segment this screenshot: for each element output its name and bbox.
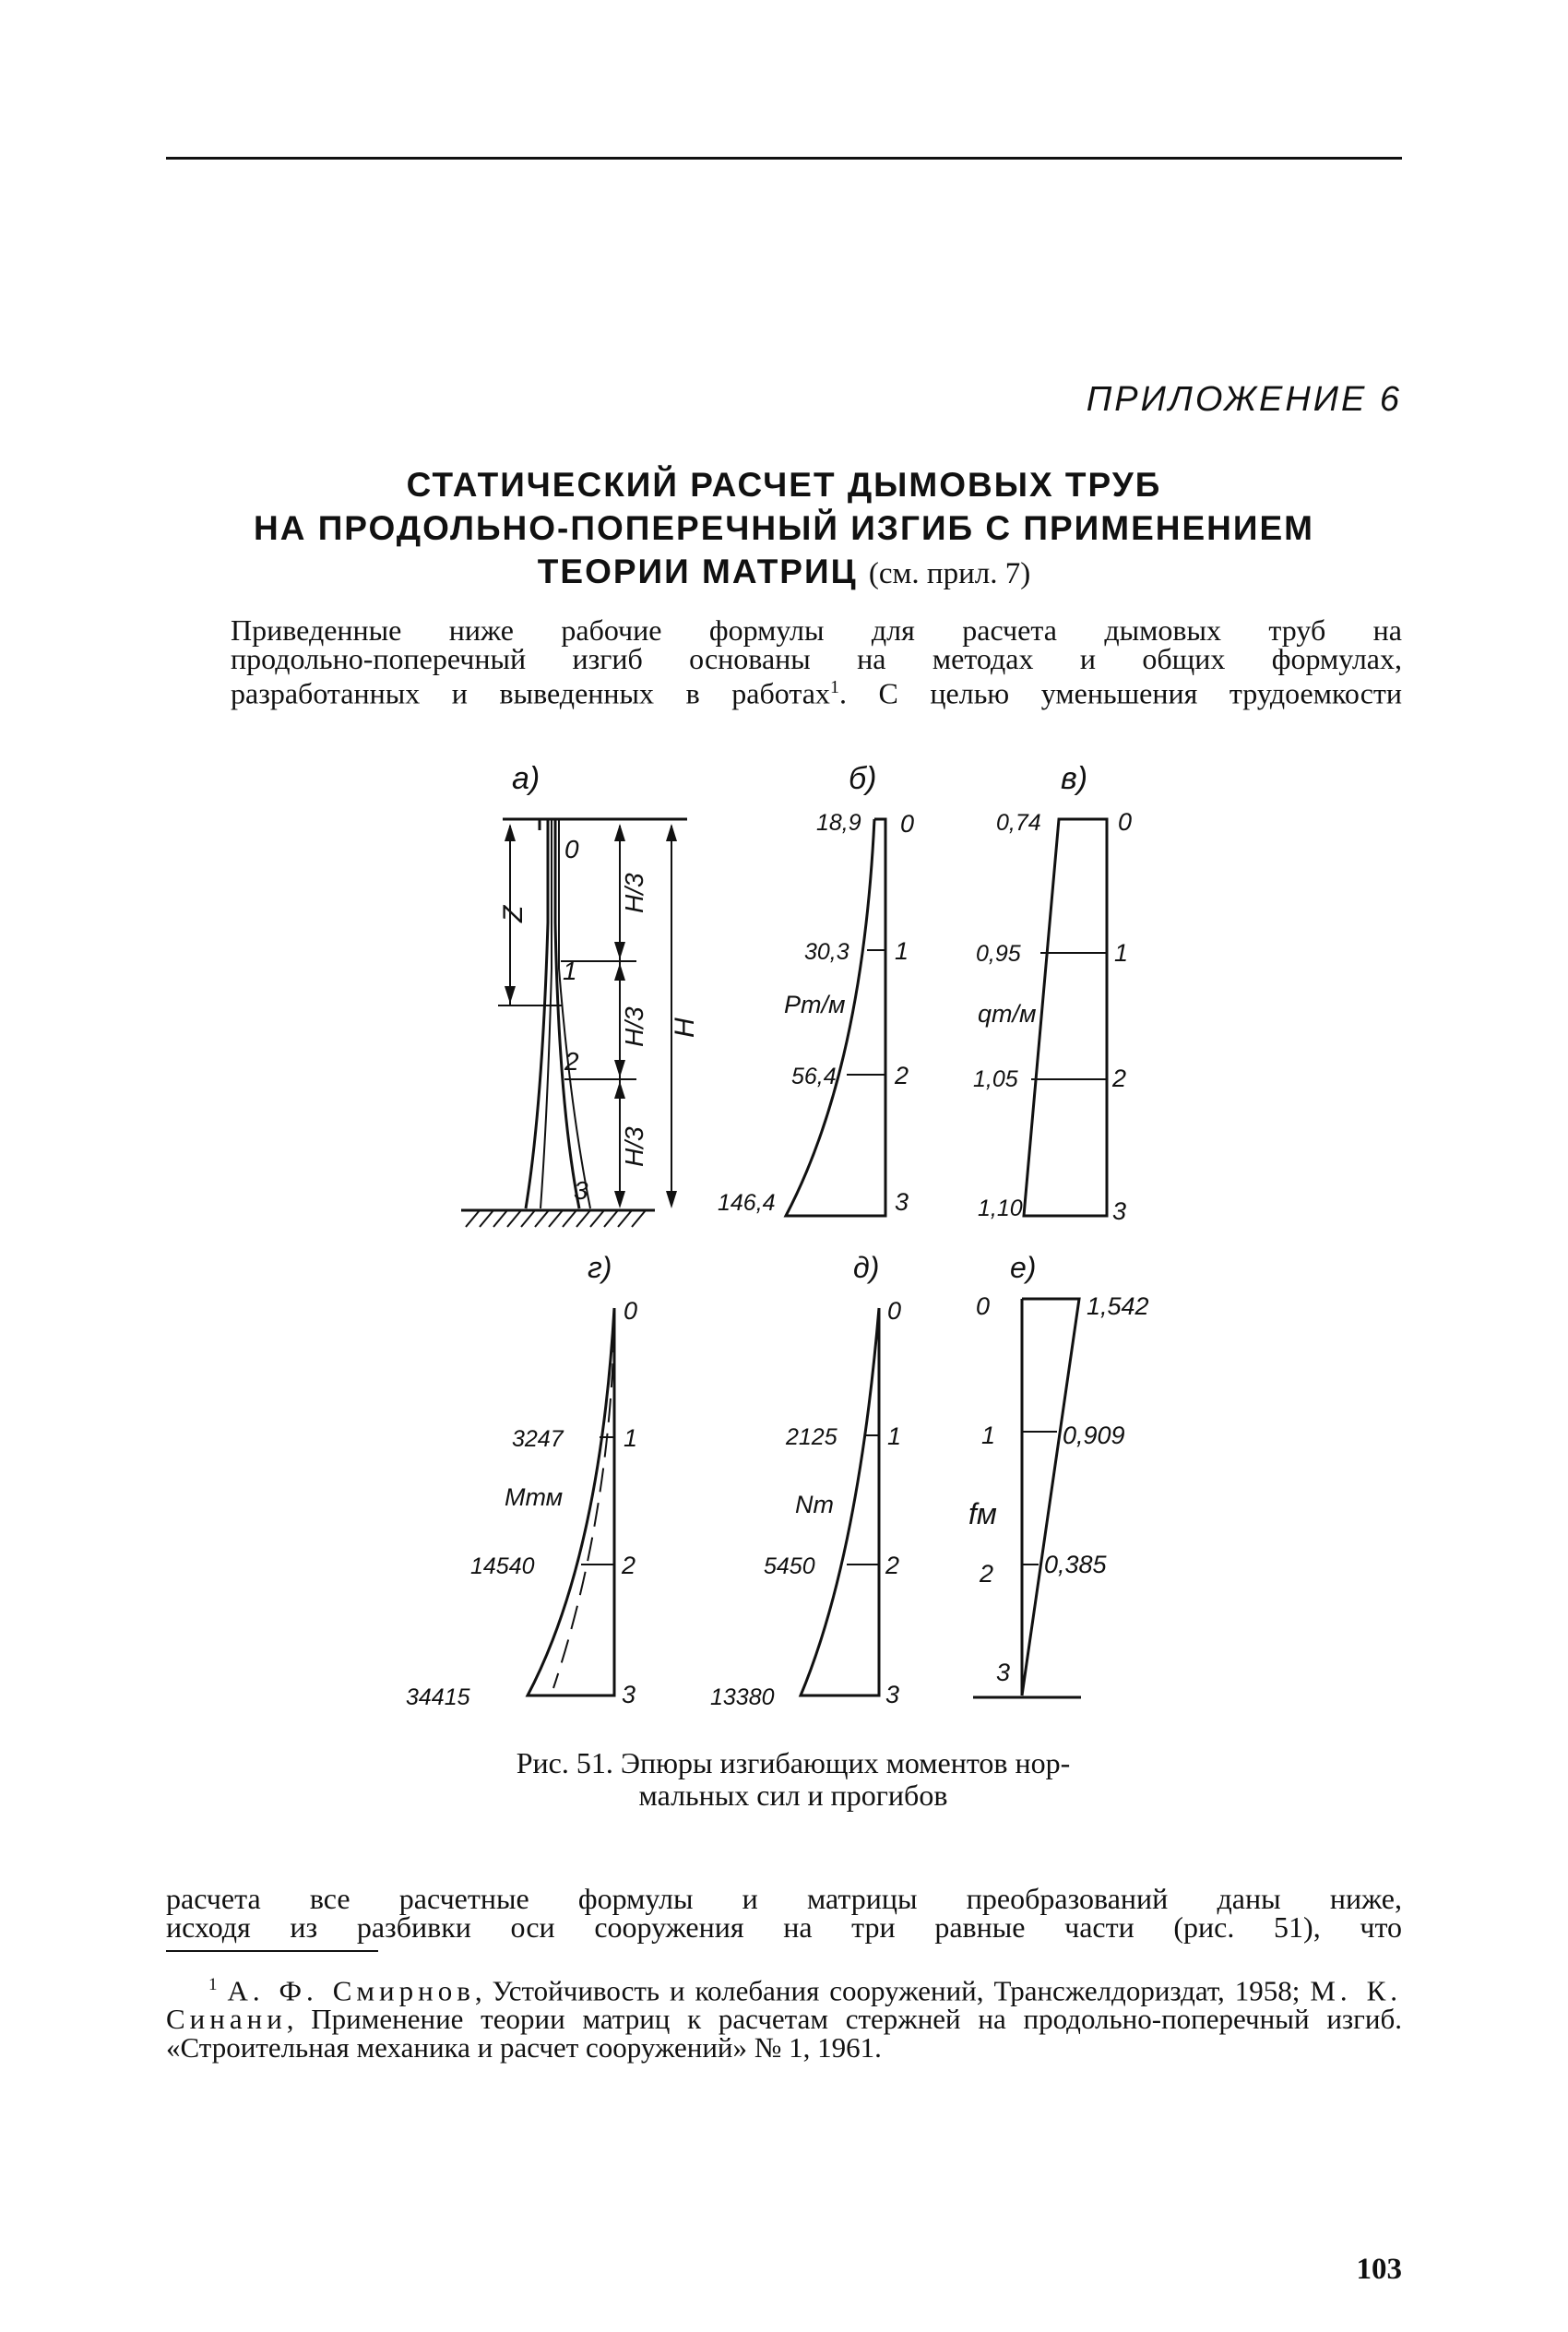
g-section-0: 0 (624, 1297, 638, 1325)
e-unit: fм (968, 1497, 997, 1530)
g-value-1: 3247 (512, 1426, 564, 1452)
e-value-2: 0,385 (1044, 1551, 1107, 1578)
footnote-author-1: А. Ф. Смирнов (227, 1974, 475, 2007)
a-section-0: 0 (564, 835, 579, 863)
page-number: 103 (1356, 2253, 1402, 2286)
footnote-author-2: М. К. Синани (166, 1974, 1402, 2036)
b-value-1: 30,3 (804, 939, 849, 965)
v-value-3: 1,10 (978, 1196, 1023, 1221)
d-unit: Nт (795, 1491, 834, 1518)
g-value-2: 14540 (470, 1553, 535, 1579)
d-section-3: 3 (885, 1681, 900, 1708)
v-value-0: 0,74 (996, 810, 1041, 836)
b-value-3: 146,4 (718, 1190, 776, 1216)
figure-caption (424, 1747, 1162, 1812)
e-section-3: 3 (996, 1659, 1011, 1686)
panel-a-label: а) (512, 761, 540, 796)
title-line-2: НА ПРОДОЛЬНО-ПОПЕРЕЧНЫЙ ИЗГИБ С ПРИМЕНЕНИЕМ (253, 509, 1314, 547)
continuation-paragraph (166, 1882, 1402, 1944)
caption-line-1: Рис. 51. Эпюры изгибающих моментов нор- (516, 1746, 1071, 1779)
g-section-3: 3 (622, 1681, 636, 1708)
b-unit: Pт/м (784, 991, 846, 1018)
e-section-1: 1 (981, 1422, 996, 1449)
d-value-1: 2125 (786, 1424, 837, 1450)
e-section-0: 0 (976, 1292, 991, 1320)
panel-e-label: е) (1010, 1251, 1037, 1284)
a-ground-hatch (466, 1210, 646, 1227)
a-chimney-inner-right (559, 819, 590, 1208)
v-unit: qт/м (978, 1000, 1037, 1028)
panel-v-label: в) (1061, 761, 1088, 796)
b-value-0: 18,9 (816, 810, 861, 836)
b-section-0: 0 (900, 810, 915, 838)
e-value-1: 0,909 (1063, 1422, 1125, 1449)
d-value-2: 5450 (764, 1553, 815, 1579)
g-section-2: 2 (622, 1552, 636, 1579)
a-dim-third-2: H/3 (620, 1006, 648, 1047)
v-section-0: 0 (1118, 808, 1133, 836)
d-section-0: 0 (887, 1297, 902, 1325)
title-line-1: СТАТИЧЕСКИЙ РАСЧЕТ ДЫМОВЫХ ТРУБ (406, 466, 1162, 504)
a-dim-third-3: H/3 (620, 1126, 648, 1167)
d-value-3: 13380 (710, 1684, 775, 1710)
b-value-2: 56,4 (791, 1064, 837, 1089)
a-dim-arrows (505, 824, 677, 1208)
caption-line-2: мальных сил и прогибов (638, 1779, 948, 1812)
d-section-1: 1 (887, 1422, 902, 1450)
para2-line-2: исходя из разбивки оси сооружения на три равные части (рис. 51), что (166, 1910, 1402, 1944)
para1-line-3b: . С целью уменьшения трудоемкости (838, 676, 1403, 710)
para1-line-2: продольно-поперечный изгиб основаны на методах и общих формулах, (231, 642, 1402, 675)
para1-line-3a: разработанных и выведенных в работах (231, 676, 830, 710)
v-section-2: 2 (1112, 1065, 1127, 1092)
footnote-text-1: , Устойчивость и колебания сооружений, Трансжелдориздат, 1958; (474, 1974, 1311, 2007)
footnote (166, 1970, 1402, 2062)
v-value-2: 1,05 (973, 1066, 1018, 1092)
b-section-1: 1 (895, 937, 909, 965)
d-section-2: 2 (885, 1552, 900, 1579)
a-section-1: 1 (563, 957, 577, 985)
a-section-3: 3 (574, 1176, 588, 1205)
b-section-3: 3 (895, 1188, 909, 1216)
a-dim-total: H (670, 1017, 700, 1038)
a-dim-third-1: H/3 (620, 873, 648, 913)
para2-line-1: расчета все расчетные формулы и матрицы преобразований даны ниже, (166, 1882, 1402, 1915)
e-value-0: 1,542 (1087, 1292, 1149, 1320)
v-section-3: 3 (1112, 1197, 1127, 1225)
v-section-1: 1 (1114, 939, 1129, 967)
g-section-1: 1 (624, 1424, 638, 1452)
title-line-3-main: ТЕОРИИ МАТРИЦ (537, 553, 858, 590)
v-value-1: 0,95 (976, 941, 1021, 967)
panel-g-label: г) (588, 1251, 612, 1284)
footnote-text-2: , Применение теории матриц к расчетам стержней на продольно-поперечный изгиб. «Строительная механика и расчет сооружений» № 1, 1961. (166, 2003, 1402, 2064)
g-unit: Mтм (505, 1483, 564, 1511)
footnote-ref: 1 (829, 677, 839, 697)
appendix-label: ПРИЛОЖЕНИЕ 6 (1086, 380, 1402, 419)
panel-d-label: д) (853, 1251, 880, 1284)
e-section-2: 2 (980, 1560, 994, 1588)
footnote-mark: 1 (208, 1975, 218, 1994)
a-chimney-inner-left (540, 819, 552, 1208)
title-reference: (см. прил. 7) (868, 557, 1031, 590)
b-section-2: 2 (895, 1062, 909, 1089)
footnote-rule (166, 1950, 378, 1952)
panel-b-label: б) (849, 761, 877, 796)
e-diagram-outline (1022, 1299, 1079, 1695)
para1-line-1: Приведенные ниже рабочие формулы для расчета дымовых труб на (231, 613, 1402, 647)
g-value-3: 34415 (406, 1684, 470, 1710)
a-section-2: 2 (564, 1047, 579, 1076)
a-dim-z: Z (498, 905, 529, 922)
